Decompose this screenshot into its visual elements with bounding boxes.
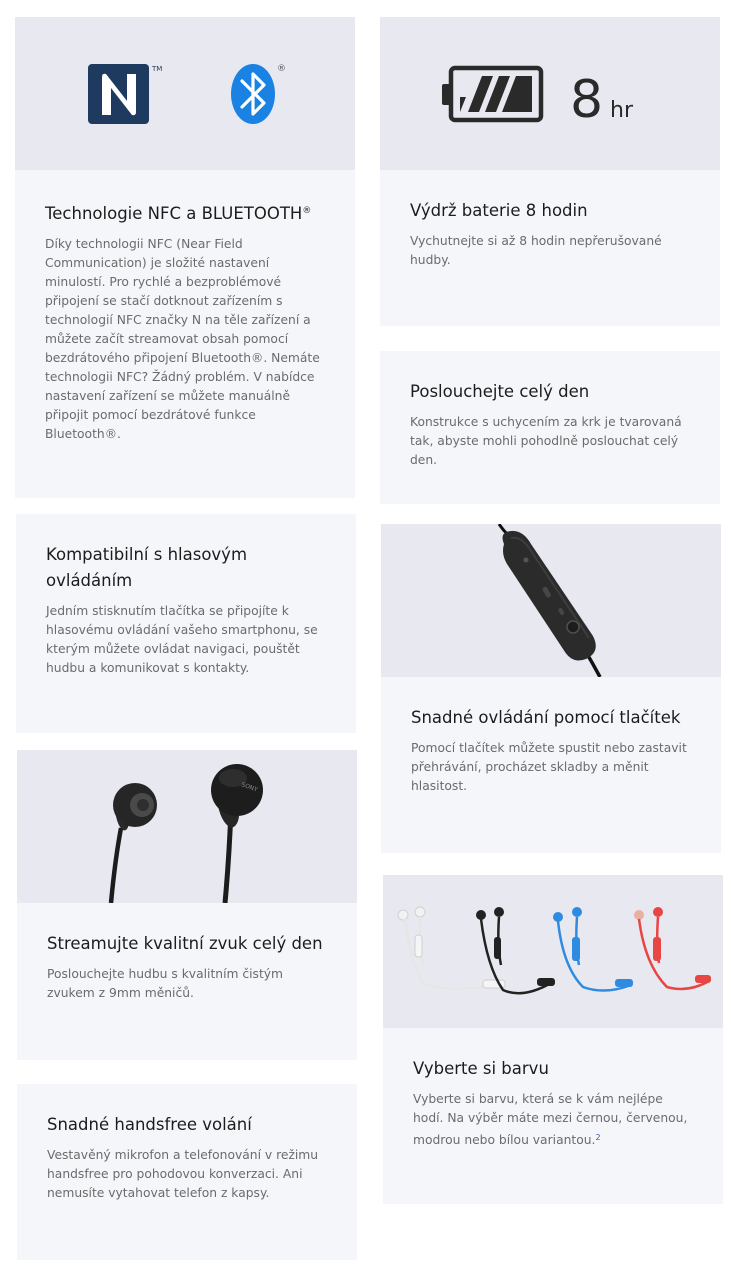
battery-hours-number: 8 xyxy=(570,70,604,130)
nfc-bluetooth-text: Díky technologii NFC (Near Field Communication) je složité nastavení minulostí. Pro rychlé a bezproblémové připojení se stačí dotknout zařízením s technologií NFC značky N na těle zařízení a můžete začít streamovat obsah pomocí bezdrátového připojení Bluetooth®. Nemáte technologii NFC? Žádný problém. V nabídce nastavení zařízení se můžete manuálně připojit pomocí bezdrátové funkce Bluetooth®. xyxy=(45,237,320,441)
card-buttons xyxy=(381,524,721,853)
voice-title: Kompatibilní s hlasovým ovládáním xyxy=(46,545,248,590)
card-all-day xyxy=(380,351,720,504)
stream-title: Streamujte kvalitní zvuk celý den xyxy=(47,934,323,953)
earbud-left-icon xyxy=(111,783,157,903)
card-stream xyxy=(17,750,357,1060)
all-day-title: Poslouchejte celý den xyxy=(410,382,590,401)
bluetooth-icon xyxy=(231,64,286,124)
svg-text:®: ® xyxy=(277,64,286,74)
color-title: Vyberte si barvu xyxy=(413,1059,549,1078)
card-nfc-bluetooth xyxy=(15,17,355,498)
buttons-text: Pomocí tlačítek můžete spustit nebo zastavit přehrávání, procházet skladby a měnit hlasitost. xyxy=(411,741,687,793)
color-footnote-link[interactable]: 2 xyxy=(595,1133,601,1142)
red-headphones-icon xyxy=(634,907,711,989)
battery-icon xyxy=(442,68,541,120)
stream-text: Poslouchejte hudbu s kvalitním čistým zvukem z 9mm měničů. xyxy=(47,967,284,1000)
remote-control-icon xyxy=(499,524,600,677)
card-color xyxy=(383,875,723,1204)
earbud-right-icon xyxy=(211,764,263,903)
battery-hours-unit: hr xyxy=(610,98,633,123)
blue-headphones-icon xyxy=(553,907,633,991)
remote-control-image xyxy=(381,524,721,677)
buttons-title: Snadné ovládání pomocí tlačítek xyxy=(411,708,681,727)
battery-image xyxy=(380,17,720,170)
white-headphones-icon xyxy=(398,907,505,989)
handsfree-title: Snadné handsfree volání xyxy=(47,1115,252,1134)
nfc-logo-icon xyxy=(88,64,162,124)
battery-title: Výdrž baterie 8 hodin xyxy=(410,201,588,220)
color-variants-image xyxy=(383,875,723,1028)
svg-text:TM: TM xyxy=(152,65,163,73)
color-text: Vyberte si barvu, která se k vám nejlépe hodí. Na výběr máte mezi černou, červenou, modrou nebo bílou variantou.$^2$ xyxy=(413,1092,688,1147)
card-voice xyxy=(16,514,356,733)
handsfree-text: Vestavěný mikrofon a telefonování v režimu handsfree pro pohodovou konverzaci. Ani nemusíte vytahovat telefon z kapsy. xyxy=(47,1148,319,1200)
card-battery xyxy=(380,17,720,326)
all-day-text: Konstrukce s uchycením za krk je tvarovaná tak, abyste mohli pohodlně poslouchat celý den. xyxy=(410,415,682,467)
sony-brand-label: SONY xyxy=(240,781,259,794)
earbuds-image xyxy=(17,750,357,903)
voice-text: Jedním stisknutím tlačítka se připojíte k hlasovému ovládání vašeho smartphonu, se kterým můžete ovládat navigaci, pouštět hudbu a komunikovat s kontakty. xyxy=(46,604,318,675)
card-handsfree xyxy=(17,1084,357,1260)
nfc-bluetooth-image xyxy=(15,17,355,170)
nfc-bluetooth-title: Technologie NFC a BLUETOOTH® xyxy=(45,204,312,223)
battery-text: Vychutnejte si až 8 hodin nepřerušované hudby. xyxy=(410,234,662,267)
